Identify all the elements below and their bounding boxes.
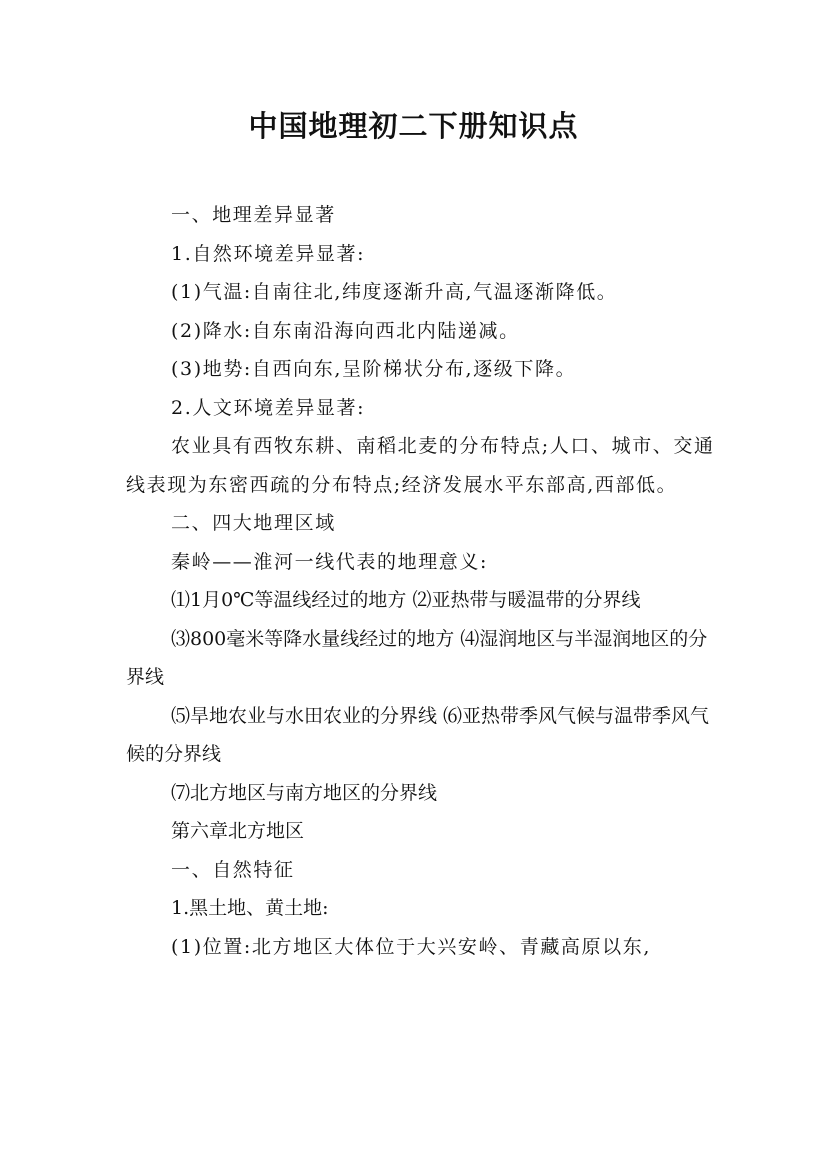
paragraph: (3)地势:自西向东,呈阶梯状分布,逐级下降。 (171, 358, 577, 380)
paragraph: 农业具有西牧东耕、南稻北麦的分布特点;人口、城市、交通线表现为东密西疏的分布特点;经济发展水平东部高,西部低。 (126, 435, 715, 496)
paragraph: ⑴1月0℃等温线经过的地方 ⑵亚热带与暖温带的分界线 (171, 589, 641, 611)
paragraph: ⑶800毫米等降水量线经过的地方 ⑷湿润地区与半湿润地区的分界线 (126, 627, 708, 688)
section-heading: 一、地理差异显著 (171, 204, 336, 226)
chapter-heading: 第六章北方地区 (171, 820, 305, 842)
subsection-heading: 2.人文环境差异显著: (171, 396, 366, 419)
paragraph: 秦岭——淮河一线代表的地理意义: (171, 550, 489, 573)
paragraph: (2)降水:自东南沿海向西北内陆递减。 (171, 319, 520, 342)
document-body (126, 196, 721, 966)
paragraph: ⑺北方地区与南方地区的分界线 (171, 781, 438, 804)
section-heading: 二、四大地理区域 (171, 512, 336, 534)
paragraph: (1)位置:北方地区大体位于大兴安岭、青藏高原以东, (171, 935, 651, 958)
paragraph: ⑸旱地农业与水田农业的分界线 ⑹亚热带季风气候与温带季风气候的分界线 (126, 704, 710, 765)
paragraph: (1)气温:自南往北,纬度逐渐升高,气温逐渐降低。 (171, 281, 618, 303)
document-title: 中国地理初二下册知识点 (248, 109, 579, 143)
subsection-heading: 1.自然环境差异显著: (171, 242, 366, 265)
subsection-heading: 1.黑土地、黄土地: (171, 897, 329, 919)
section-heading: 一、自然特征 (171, 858, 295, 881)
